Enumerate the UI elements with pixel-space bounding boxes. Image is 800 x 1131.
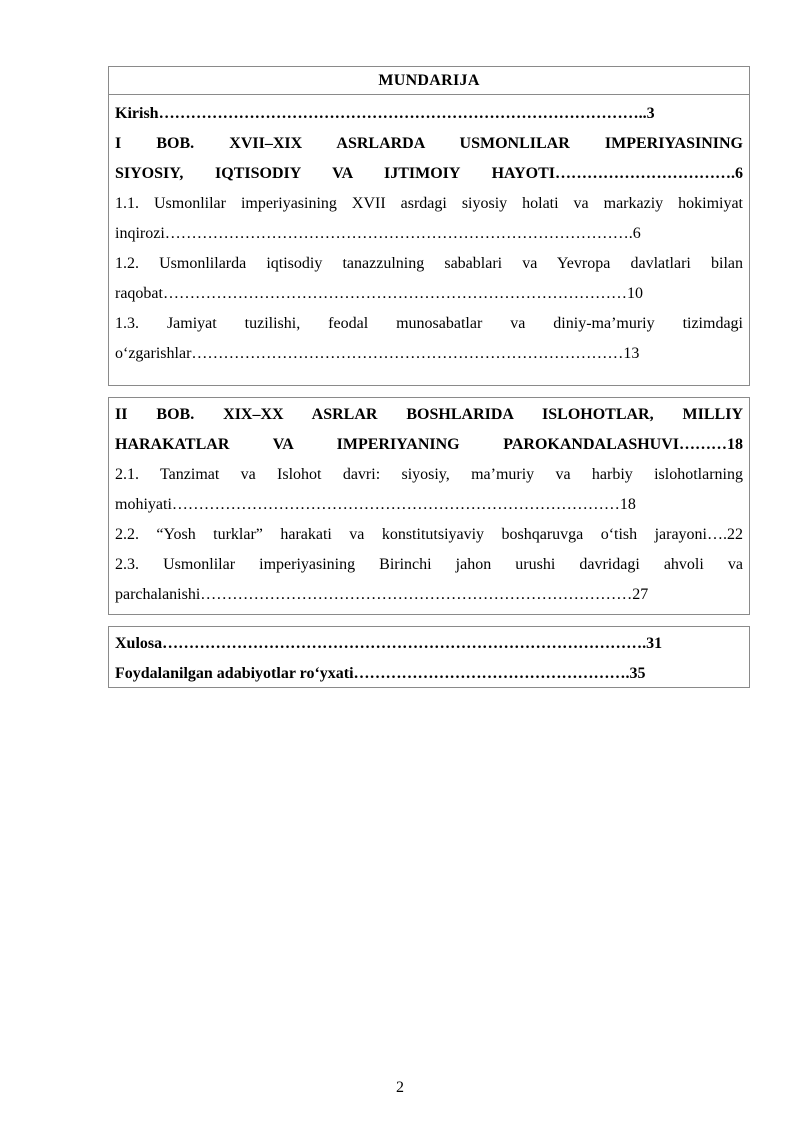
toc-entry-chapter-1 (115, 129, 743, 189)
toc-entry-section-2-1-line-1: 2.1. Tanzimat va Islohot davri: siyosiy, ma’muriy va harbiy islohotlarning (115, 466, 743, 483)
toc-entry-section-2-1 (115, 460, 743, 520)
table-of-contents (108, 66, 750, 688)
toc-entry-chapter-2 (115, 400, 743, 460)
toc-entry-chapter-2-line-1: II BOB. XIX–XX ASRLAR BOSHLARIDA ISLOHOTLAR, MILLIY (115, 406, 743, 423)
toc-entry-section-2-2-line-1: 2.2. “Yosh turklar” harakati va konstitutsiyaviy boshqaruvga o‘tish jarayoni….22 (115, 526, 743, 543)
toc-section-conclusion (108, 626, 750, 688)
toc-entry-intro (115, 99, 743, 129)
toc-entry-section-2-2 (115, 520, 743, 550)
toc-entry-chapter-2-line-2: HARAKATLAR VA IMPERIYANING PAROKANDALASHUVI………18 (115, 436, 743, 453)
toc-entry-section-1-1-line-1: 1.1. Usmonlilar imperiyasining XVII asrdagi siyosiy holati va markaziy hokimiyat (115, 195, 743, 212)
toc-entry-section-1-2-line-2: raqobat……………………………………………………………………………10 (115, 285, 643, 302)
toc-entry-section-1-3-line-1: 1.3. Jamiyat tuzilishi, feodal munosabatlar va diniy-ma’muriy tizimdagi (115, 315, 743, 332)
page-number: 2 (396, 1079, 404, 1096)
toc-entry-chapter-1-line-1: I BOB. XVII–XIX ASRLARDA USMONLILAR IMPERIYASINING (115, 135, 743, 152)
toc-entry-conclusion (115, 629, 743, 659)
toc-entry-section-2-1-line-2: mohiyati…………………………………………………………………………18 (115, 496, 636, 513)
toc-entry-chapter-1-line-2: SIYOSIY, IQTISODIY VA IJTIMOIY HAYOTI…………………………….6 (115, 165, 743, 182)
toc-entry-section-2-3-line-2: parchalanishi………………………………………………………………………27 (115, 586, 649, 603)
toc-entry-intro-line: Kirish………………………………………………………………………………..3 (115, 105, 655, 122)
toc-entry-section-1-2 (115, 249, 743, 309)
toc-title: MUNDARIJA (108, 66, 750, 94)
toc-entry-references-line: Foydalanilgan adabiyotlar ro‘yxati…………………………………………….35 (115, 665, 646, 682)
toc-entry-section-1-3 (115, 309, 743, 369)
toc-entry-conclusion-line: Xulosa……………………………………………………………………………….31 (115, 635, 663, 652)
toc-entry-section-1-3-line-2: o‘zgarishlar………………………………………………………………………13 (115, 345, 640, 362)
toc-entry-section-1-1-line-2: inqirozi…………………………………………………………………………….6 (115, 225, 641, 242)
toc-entry-section-1-2-line-1: 1.2. Usmonlilarda iqtisodiy tanazzulning sabablari va Yevropa davlatlari bilan (115, 255, 743, 272)
toc-section-chapter-2 (108, 397, 750, 615)
toc-section-intro-chapter-1 (108, 94, 750, 386)
toc-entry-section-2-3 (115, 550, 743, 610)
toc-entry-section-1-1 (115, 189, 743, 249)
toc-entry-references (115, 659, 743, 689)
toc-entry-section-2-3-line-1: 2.3. Usmonlilar imperiyasining Birinchi jahon urushi davridagi ahvoli va (115, 556, 743, 573)
